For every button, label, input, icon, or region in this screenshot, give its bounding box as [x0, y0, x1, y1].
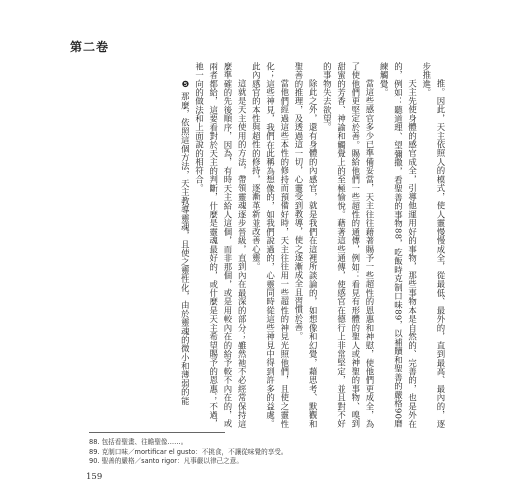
- body-paragraph: ❺ 那麼，依照這個方法，天主教導靈魂，且使之靈性化，由於靈魂的微小和薄弱的能: [180, 78, 191, 405]
- footnotes: [89, 438, 449, 467]
- chapter-title: 第二卷: [70, 40, 110, 54]
- body-paragraph: 當這些感官多少已準備妥當，天主往往藉著賜予一些超性的恩惠和神慰，使他們更成全，為了使他們更堅定於善。賜給他們一些超性的通傳，例如：看見有形體的聖人或神聖的事物、嗅到甜蜜的芳香、神諭和觸覺上的至極愉悅。藉著這些通傳，使感官在德行上非常堅定，並且對不好的事物失去欲望。: [322, 62, 375, 428]
- body-text: [96, 62, 448, 428]
- body-paragraph: 天主先使身體的感官成全，引導他運用好的事物，那些事物本是自然的、完善的，也是外在的，例如：聽道理、望彌撒，看聖善的事物88，吃飯時克制口味89，以補贖和聖善的嚴格90磨練觸覺。: [379, 62, 418, 428]
- page-number: 159: [86, 472, 103, 482]
- footnote: 88. 包括看聖畫、往瞻聖像……。: [89, 438, 188, 446]
- body-paragraph: 推。因此，天主依照人的模式，使人靈慢慢成全，從最低、最外的，直到最高、最內的，逐步推進。: [421, 62, 446, 428]
- body-paragraph: 這就是天主使用的方法，帶領靈魂逐步晉級，直到內在最深的部分；雖然祂不必經常保持這麼準確的先後順序，因為，有時天主給人這個，而非那個，或是用較內在的給予較不內在的，或兩者都給，這要看對於天主的判斷，什麼是靈魂最好的，或什麼是天主希望賜予的恩惠；不過，祂一向的做法和上面說的相符合。: [194, 62, 248, 428]
- body-paragraph: 除此之外，還有身體的內感官，就是我們在這裡所談論的，如想像和幻覺，藉思考、默觀和聖善的推理，及透過這一切，心靈受到教導，使之逐漸成全且習慣於善。: [293, 62, 319, 428]
- body-paragraph: 當他們經過這些本性的修持而預備好時，天主往往用一些超性的神見光照他們，且使之靈性化；這些神見，我們在此稱為想像的，如我們說過的，心靈同時從這些神見中得到許多的益處。此內感官的本性與超性的修持，逐漸革新並改善心靈。: [251, 62, 290, 428]
- footnote: 90. 聖善的嚴格／santo rigor：凡事嚴以律己之意。: [89, 457, 243, 466]
- footnote-divider: [89, 432, 225, 433]
- footnote: 89. 克制口味／mortificar el gusto：不挑食，不讓從味覺的享受。: [89, 447, 288, 456]
